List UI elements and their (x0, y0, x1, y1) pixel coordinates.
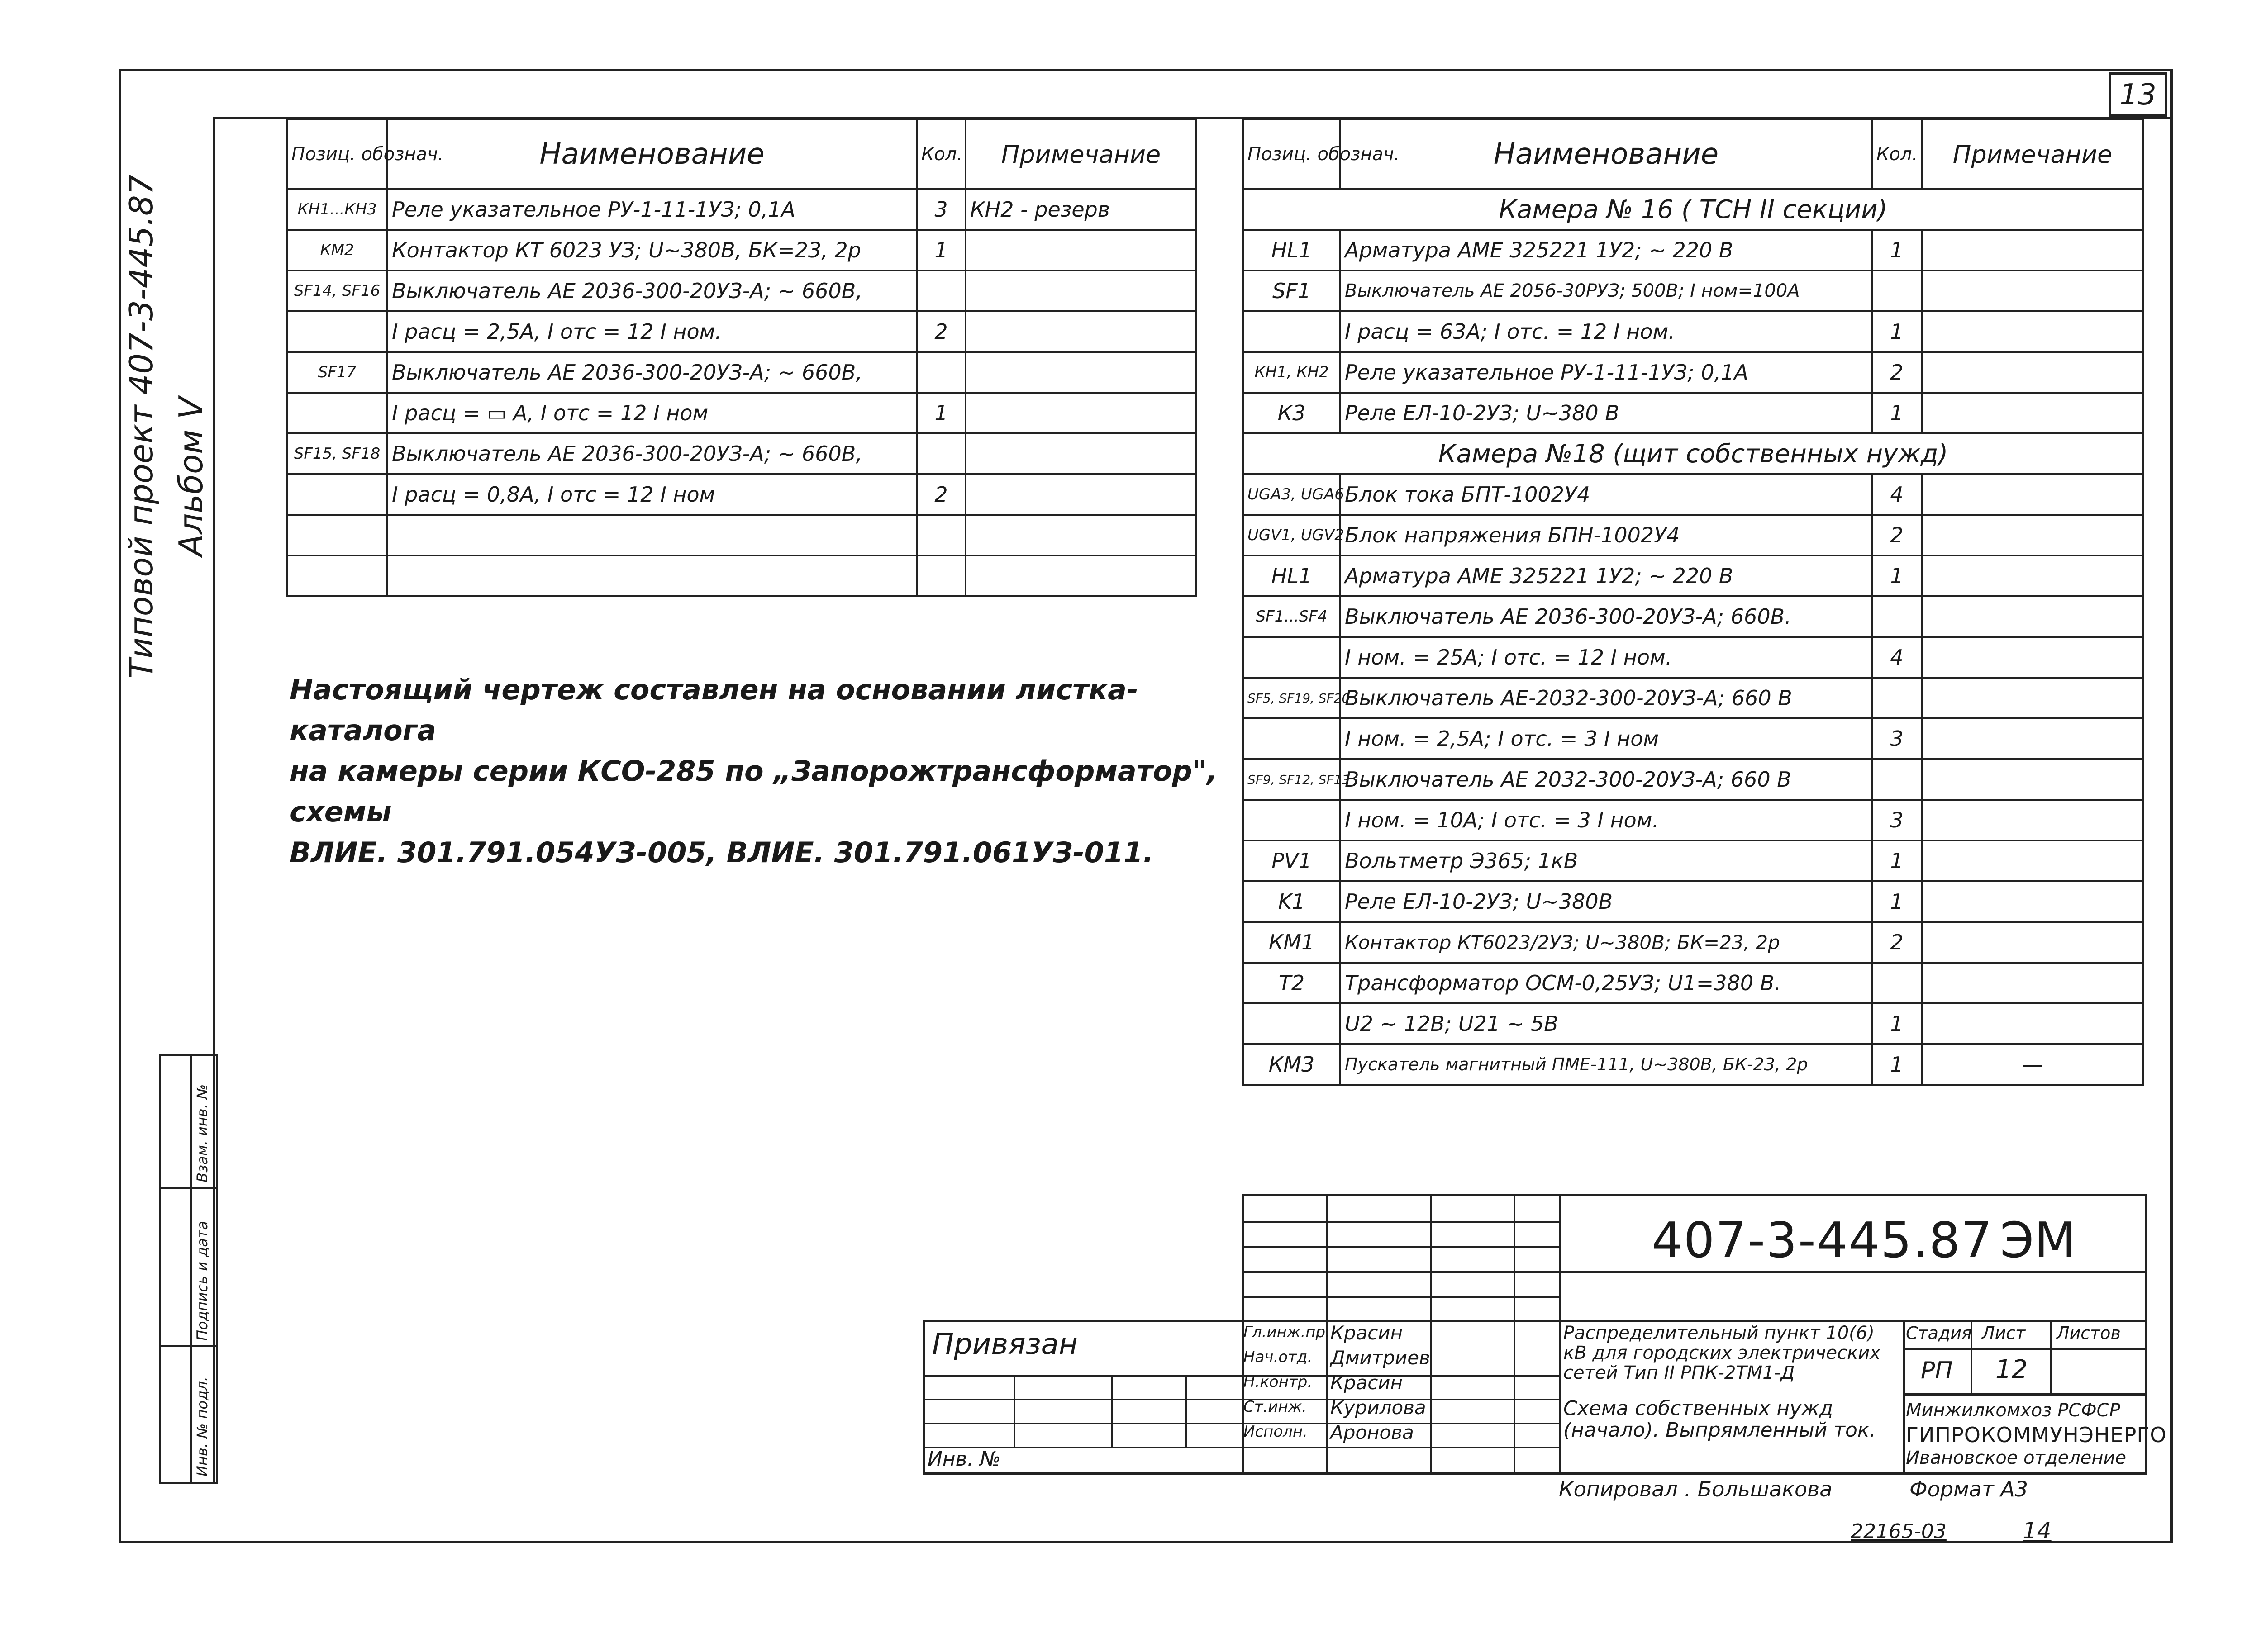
table-row (287, 271, 1196, 311)
header-note: Примечание (966, 119, 1196, 189)
cell-note (966, 555, 1196, 596)
cell-note (1922, 596, 2143, 637)
cell-note (1922, 718, 2143, 759)
stage-header: Стадия (1906, 1323, 1972, 1343)
header-name: Наименование (1340, 119, 1872, 189)
table-row (1243, 963, 2143, 1003)
cell-qty: 1 (1872, 393, 1922, 433)
table-row (1243, 800, 2143, 840)
table-row (1243, 840, 2143, 881)
document-code: 407-3-445.87 (1652, 1212, 1993, 1269)
stamp-inv-original: Инв. № подл. (194, 1377, 211, 1476)
cell-pos: SF1 (1243, 271, 1340, 311)
cell-note (966, 352, 1196, 393)
right-spec-table (1242, 119, 2144, 1086)
cell-qty (1872, 759, 1922, 800)
role-4: Ст.инж. (1243, 1398, 1307, 1416)
cell-pos: Т2 (1243, 963, 1340, 1003)
cell-qty: 2 (1872, 515, 1922, 555)
cell-name: Выключатель АЕ 2036-300-20УЗ-А; ~ 660В, (387, 352, 917, 393)
cell-qty (1872, 271, 1922, 311)
cell-pos: КМ2 (287, 230, 387, 271)
header-qty: Кол. (1872, 119, 1922, 189)
cell-note (1922, 840, 2143, 881)
table-row (1243, 678, 2143, 718)
cell-name: Пускатель магнитный ПМЕ-111, U~380В, БК-23, 2р (1340, 1044, 1872, 1085)
cell-name: Вольтметр Э365; 1кВ (1340, 840, 1872, 881)
cell-pos (1243, 637, 1340, 678)
document-mark: ЭМ (2000, 1212, 2076, 1269)
cell-note (966, 433, 1196, 474)
header-pos: Позиц. обознач. (1243, 119, 1340, 189)
header-note: Примечание (1922, 119, 2143, 189)
cell-qty: 1 (1872, 555, 1922, 596)
cell-name: I расц = 63А; I отс. = 12 I ном. (1340, 311, 1872, 352)
cell-pos: SF17 (287, 352, 387, 393)
table-row (287, 474, 1196, 515)
cell-name: Арматура АМЕ 325221 1У2; ~ 220 В (1340, 230, 1872, 271)
role-3: Н.контр. (1243, 1373, 1313, 1391)
cell-pos: SF14, SF16 (287, 271, 387, 311)
copied-by: Копировал . Большакова (1559, 1477, 1833, 1501)
left-spec-table (286, 119, 1197, 597)
table-row (287, 433, 1196, 474)
cell-pos: HL1 (1243, 230, 1340, 271)
role-2: Нач.отд. (1243, 1348, 1313, 1366)
cell-note (1922, 393, 2143, 433)
cell-note (966, 393, 1196, 433)
cell-pos: КН1, КН2 (1243, 352, 1340, 393)
cell-pos: K1 (1243, 881, 1340, 922)
cell-pos: UGA3, UGA6 (1243, 474, 1340, 515)
cell-name: U2 ~ 12В; U21 ~ 5В (1340, 1003, 1872, 1044)
cell-note (966, 311, 1196, 352)
inv-label: Инв. № (928, 1448, 1001, 1471)
cell-qty: 2 (1872, 922, 1922, 963)
cell-name: I расц = 2,5А, I отс = 12 I ном. (387, 311, 917, 352)
cell-pos: HL1 (1243, 555, 1340, 596)
sheet-value: 12 (1995, 1355, 2028, 1384)
table-row (1243, 474, 2143, 515)
cell-qty (917, 555, 966, 596)
cell-note (1922, 311, 2143, 352)
approval-stamp-column (159, 1054, 218, 1484)
cell-pos (1243, 800, 1340, 840)
cell-qty: 1 (1872, 311, 1922, 352)
table-row (287, 393, 1196, 433)
table-row (287, 189, 1196, 230)
cell-note (1922, 515, 2143, 555)
cell-name: Выключатель АЕ 2032-300-20УЗ-А; 660 В (1340, 759, 1872, 800)
header-name: Наименование (387, 119, 917, 189)
cell-note: КН2 - резерв (966, 189, 1196, 230)
cell-qty (1872, 963, 1922, 1003)
side-title: Типовой проект 407-3-445.87 (122, 174, 160, 679)
archive-number: 14 (2023, 1518, 2052, 1544)
cell-qty: 1 (1872, 840, 1922, 881)
cell-qty (917, 271, 966, 311)
table-row (1243, 230, 2143, 271)
cell-pos: SF1...SF4 (1243, 596, 1340, 637)
cell-qty: 1 (917, 230, 966, 271)
drawing-note (290, 669, 1240, 873)
cell-name: Блок тока БПТ-1002У4 (1340, 474, 1872, 515)
cell-pos: SF15, SF18 (287, 433, 387, 474)
name-4: Курилова (1330, 1396, 1426, 1419)
side-album: Альбом V (172, 397, 210, 556)
cell-qty: 4 (1872, 637, 1922, 678)
name-3: Красин (1330, 1372, 1403, 1394)
table-row (1243, 555, 2143, 596)
privyazan-label: Привязан (932, 1328, 1078, 1361)
cell-note (1922, 963, 2143, 1003)
cell-name: Реле указательное РУ-1-11-1УЗ; 0,1А (1340, 352, 1872, 393)
cell-name: I расц = ▭ А, I отс = 12 I ном (387, 393, 917, 433)
cell-qty (917, 433, 966, 474)
cell-name: Трансформатор ОСМ-0,25УЗ; U1=380 В. (1340, 963, 1872, 1003)
stamp-signature-date: Подпись и дата (194, 1220, 211, 1341)
sheet-title: Схема собственных нужд (начало). Выпрямленный ток. (1563, 1397, 1876, 1442)
cell-pos: КМ3 (1243, 1044, 1340, 1085)
cell-name: Выключатель АЕ 2036-300-20УЗ-А; ~ 660В, (387, 271, 917, 311)
cell-qty (917, 352, 966, 393)
cell-name: I ном. = 25А; I отс. = 12 I ном. (1340, 637, 1872, 678)
cell-qty (1872, 678, 1922, 718)
role-5: Исполн. (1243, 1423, 1308, 1441)
table-header-row (1243, 119, 2143, 189)
cell-pos (1243, 311, 1340, 352)
cell-name: Реле ЕЛ-10-2УЗ; U~380 В (1340, 393, 1872, 433)
cell-pos: КН1...КН3 (287, 189, 387, 230)
cell-qty: 1 (1872, 230, 1922, 271)
cell-note (1922, 881, 2143, 922)
cell-qty: 1 (917, 393, 966, 433)
table-row (1243, 759, 2143, 800)
cell-pos (1243, 718, 1340, 759)
note-line-1: Настоящий чертеж составлен на основании листка-каталога (290, 673, 1138, 747)
cell-pos: К3 (1243, 393, 1340, 433)
cell-note (966, 271, 1196, 311)
table-row (1243, 1044, 2143, 1085)
archive-code: 22165-03 (1851, 1520, 1947, 1543)
cell-name (387, 515, 917, 555)
cell-pos (287, 555, 387, 596)
header-qty: Кол. (917, 119, 966, 189)
cell-note (1922, 637, 2143, 678)
cell-note (966, 515, 1196, 555)
name-2: Дмитриев (1330, 1347, 1430, 1369)
section-title-camera-18: Камера №18 (щит собственных нужд) (1243, 433, 2143, 474)
cell-qty (1872, 596, 1922, 637)
sheets-header: Листов (2057, 1323, 2121, 1343)
table-row (1243, 718, 2143, 759)
table-row (1243, 637, 2143, 678)
cell-name: Блок напряжения БПН-1002У4 (1340, 515, 1872, 555)
cell-name: Выключатель АЕ 2036-300-20УЗ-А; 660В. (1340, 596, 1872, 637)
table-row (1243, 352, 2143, 393)
cell-qty: 1 (1872, 881, 1922, 922)
table-row (287, 515, 1196, 555)
cell-pos (1243, 1003, 1340, 1044)
cell-note (1922, 678, 2143, 718)
cell-note (1922, 800, 2143, 840)
cell-qty: 3 (917, 189, 966, 230)
cell-qty: 1 (1872, 1044, 1922, 1085)
role-1: Гл.инж.пр. (1243, 1323, 1330, 1341)
org-ministry: Минжилкомхоз РСФСР (1906, 1400, 2120, 1421)
header-pos: Позиц. обознач. (287, 119, 387, 189)
table-row (287, 230, 1196, 271)
stamp-replace-inv: Взам. инв. № (194, 1084, 211, 1182)
cell-note (1922, 271, 2143, 311)
note-line-3: ВЛИЕ. 301.791.054УЗ-005, ВЛИЕ. 301.791.061УЗ-011. (290, 836, 1154, 869)
note-line-2: на камеры серии КСО-285 по „Запорожтрансформатор", схемы (290, 755, 1218, 828)
section-row (1243, 433, 2143, 474)
table-row (1243, 311, 2143, 352)
sheet-number: 13 (2109, 72, 2167, 117)
table-row (1243, 515, 2143, 555)
cell-pos: SF9, SF12, SF13 (1243, 759, 1340, 800)
cell-pos: PV1 (1243, 840, 1340, 881)
paper-format: Формат А3 (1909, 1477, 2028, 1501)
org-institute: ГИПРОКОММУНЭНЕРГО (1906, 1423, 2167, 1447)
cell-name: Арматура АМЕ 325221 1У2; ~ 220 В (1340, 555, 1872, 596)
cell-name: I расц = 0,8А, I отс = 12 I ном (387, 474, 917, 515)
cell-qty: 2 (917, 474, 966, 515)
cell-name: Реле указательное РУ-1-11-1УЗ; 0,1А (387, 189, 917, 230)
cell-pos (287, 311, 387, 352)
cell-qty: 1 (1872, 1003, 1922, 1044)
cell-name (387, 555, 917, 596)
name-5: Аронова (1330, 1421, 1414, 1443)
name-1: Красин (1330, 1322, 1403, 1344)
cell-pos: UGV1, UGV2 (1243, 515, 1340, 555)
table-row (1243, 393, 2143, 433)
cell-qty: 3 (1872, 800, 1922, 840)
org-branch: Ивановское отделение (1906, 1448, 2127, 1468)
cell-name: Выключатель АЕ 2056-30РУЗ; 500В; I ном=100А (1340, 271, 1872, 311)
cell-pos (287, 515, 387, 555)
table-row (287, 311, 1196, 352)
cell-note (1922, 555, 2143, 596)
cell-name: Выключатель АЕ 2036-300-20УЗ-А; ~ 660В, (387, 433, 917, 474)
cell-name: Реле ЕЛ-10-2УЗ; U~380В (1340, 881, 1872, 922)
cell-name: Выключатель АЕ-2032-300-20УЗ-А; 660 В (1340, 678, 1872, 718)
cell-pos: SF5, SF19, SF20 (1243, 678, 1340, 718)
cell-name: Контактор КТ6023/2УЗ; U~380В; БК=23, 2р (1340, 922, 1872, 963)
table-header-row (287, 119, 1196, 189)
cell-note (1922, 759, 2143, 800)
cell-qty: 2 (1872, 352, 1922, 393)
cell-pos (287, 474, 387, 515)
table-row (1243, 596, 2143, 637)
cell-qty (917, 515, 966, 555)
cell-note (1922, 1003, 2143, 1044)
cell-pos (287, 393, 387, 433)
section-title-camera-16: Камера № 16 ( ТСН II секции) (1243, 189, 2143, 230)
cell-name: I ном. = 2,5А; I отс. = 3 I ном (1340, 718, 1872, 759)
sheet-header: Лист (1982, 1323, 2026, 1343)
cell-note (1922, 474, 2143, 515)
cell-note (1922, 230, 2143, 271)
cell-note (966, 230, 1196, 271)
section-row (1243, 189, 2143, 230)
table-row (1243, 922, 2143, 963)
stage-value: РП (1921, 1357, 1953, 1384)
table-row (1243, 271, 2143, 311)
cell-qty: 4 (1872, 474, 1922, 515)
cell-name: I ном. = 10А; I отс. = 3 I ном. (1340, 800, 1872, 840)
table-row (1243, 881, 2143, 922)
cell-note: — (1922, 1044, 2143, 1085)
cell-name: Контактор КТ 6023 УЗ; U~380В, БК=23, 2р (387, 230, 917, 271)
table-row (1243, 1003, 2143, 1044)
cell-note (1922, 352, 2143, 393)
cell-qty: 3 (1872, 718, 1922, 759)
cell-note (1922, 922, 2143, 963)
cell-pos: КМ1 (1243, 922, 1340, 963)
cell-qty: 2 (917, 311, 966, 352)
object-title: Распределительный пункт 10(6) кВ для городских электрических сетей Тип II РПК-2ТМ1-Д (1563, 1323, 1880, 1383)
table-row (287, 555, 1196, 596)
table-row (287, 352, 1196, 393)
cell-note (966, 474, 1196, 515)
